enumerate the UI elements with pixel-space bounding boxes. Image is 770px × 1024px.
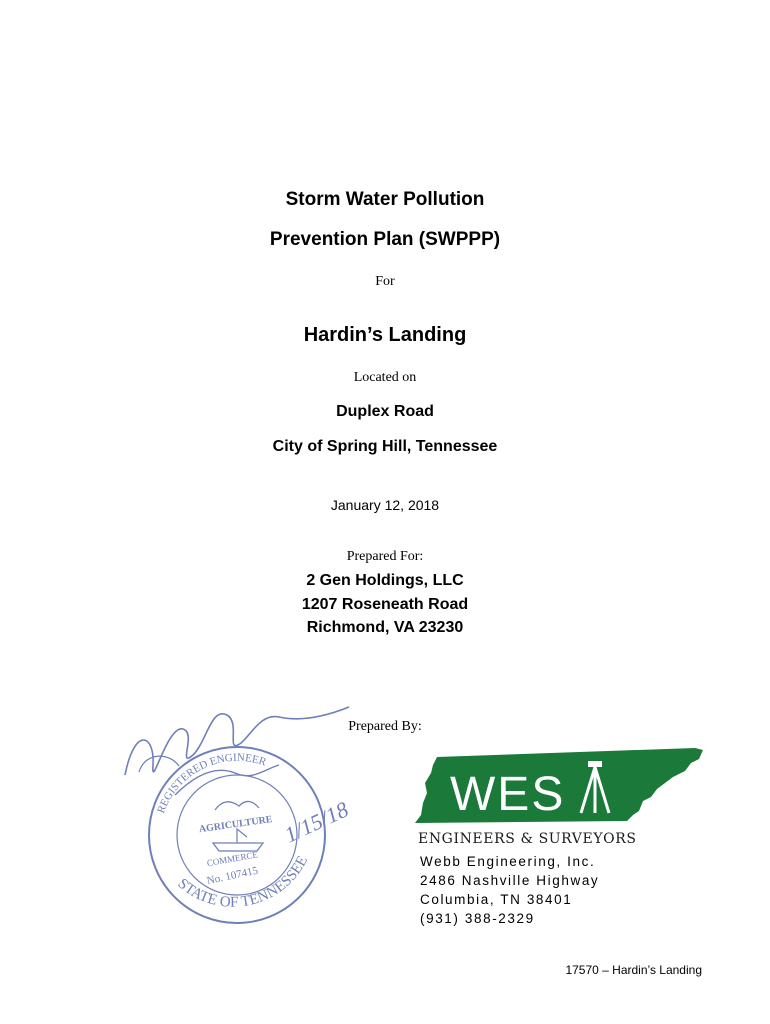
svg-text:AGRICULTURE: AGRICULTURE [198, 814, 274, 836]
client-street: 1207 Roseneath Road [301, 596, 469, 613]
document-title-line1: Storm Water Pollution [285, 189, 485, 210]
document-title-line2: Prevention Plan (SWPPP) [269, 229, 501, 250]
prepared-for-label: Prepared For: [346, 549, 424, 564]
located-on-label: Located on [353, 370, 417, 385]
page-footer: 17570 – Hardin’s Landing [565, 963, 702, 977]
for-label: For [375, 274, 395, 289]
document-date: January 12, 2018 [330, 497, 440, 513]
svg-text:COMMERCE: COMMERCE [206, 849, 259, 869]
engineer-company: Webb Engineering, Inc. [420, 854, 596, 869]
company-logo-text: WES [450, 768, 566, 821]
svg-text:1/15/18: 1/15/18 [280, 796, 353, 848]
svg-text:No. 107415: No. 107415 [205, 864, 260, 888]
engineer-city: Columbia, TN 38401 [420, 892, 573, 907]
project-name: Hardin’s Landing [303, 324, 467, 346]
svg-text:STATE OF TENNESSEE: STATE OF TENNESSEE [174, 853, 312, 911]
client-city: Richmond, VA 23230 [306, 619, 464, 636]
engineer-phone: (931) 388-2329 [420, 911, 535, 926]
engineer-street: 2486 Nashville Highway [420, 873, 600, 888]
prepared-by-label: Prepared By: [348, 719, 422, 734]
engineer-seal-stamp [115, 700, 355, 935]
client-company: 2 Gen Holdings, LLC [306, 572, 464, 589]
road-name: Duplex Road [336, 403, 434, 420]
svg-text:REGISTERED ENGINEER: REGISTERED ENGINEER [155, 751, 268, 815]
city-name: City of Spring Hill, Tennessee [272, 438, 498, 455]
company-tagline: ENGINEERS & SURVEYORS [418, 831, 637, 847]
